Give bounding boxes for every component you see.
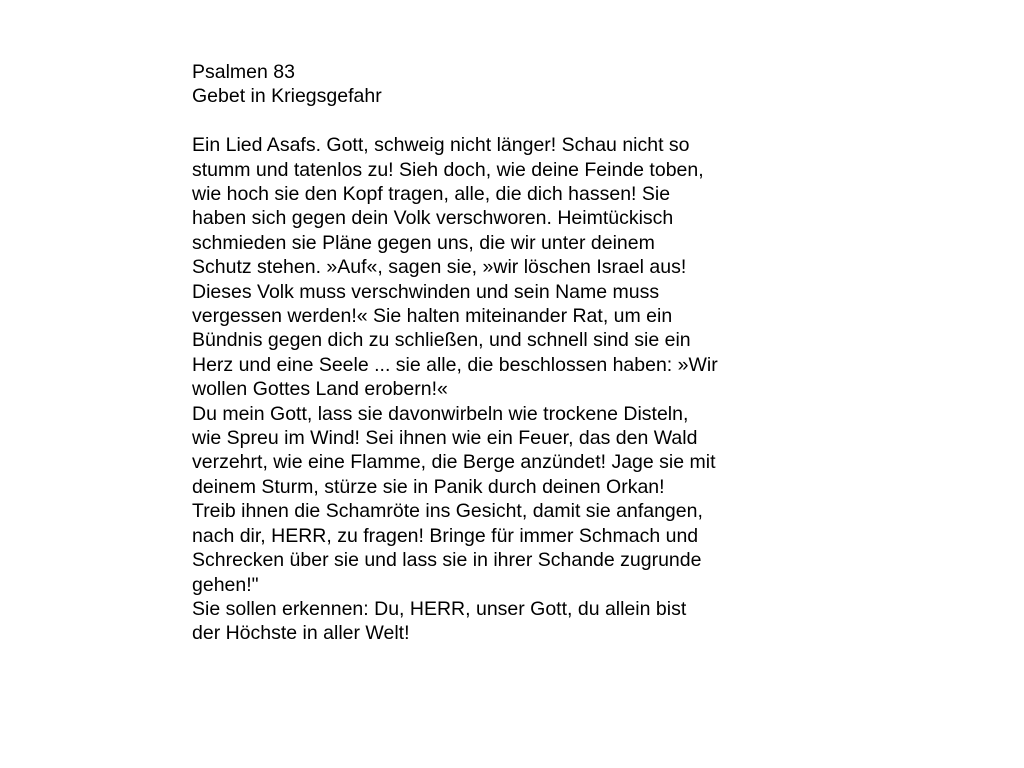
paragraph-2	[192, 402, 792, 500]
text-line: Bündnis gegen dich zu schließen, und schnell sind sie ein	[192, 329, 691, 352]
text-line: vergessen werden!« Sie halten miteinander Rat, um ein	[192, 305, 673, 328]
text-line: wie hoch sie den Kopf tragen, alle, die dich hassen! Sie	[192, 183, 671, 206]
paragraph-1	[192, 133, 792, 401]
text-line: verzehrt, wie eine Flamme, die Berge anzündet! Jage sie mit	[192, 451, 716, 474]
document-subtitle: Gebet in Kriegsgefahr	[192, 85, 382, 108]
text-line: Dieses Volk muss verschwinden und sein Name muss	[192, 280, 660, 303]
text-line: Treib ihnen die Schamröte ins Gesicht, damit sie anfangen,	[192, 500, 703, 523]
text-line: Du mein Gott, lass sie davonwirbeln wie trockene Disteln,	[192, 402, 689, 425]
document-text	[192, 60, 792, 646]
text-line: der Höchste in aller Welt!	[192, 622, 410, 645]
text-line: deinem Sturm, stürze sie in Panik durch deinen Orkan!	[192, 475, 665, 498]
text-line: gehen!"	[192, 573, 259, 596]
text-line: wollen Gottes Land erobern!«	[192, 378, 448, 401]
text-line: Ein Lied Asafs. Gott, schweig nicht länger! Schau nicht so	[192, 134, 690, 157]
text-line: stumm und tatenlos zu! Sieh doch, wie deine Feinde toben,	[192, 158, 704, 181]
text-line: schmieden sie Pläne gegen uns, die wir unter deinem	[192, 231, 655, 254]
text-line: Schutz stehen. »Auf«, sagen sie, »wir löschen Israel aus!	[192, 256, 687, 279]
text-line: wie Spreu im Wind! Sei ihnen wie ein Feuer, das den Wald	[192, 427, 698, 450]
paragraph-3	[192, 499, 792, 597]
paragraph-4	[192, 597, 792, 646]
text-line: Schrecken über sie und lass sie in ihrer Schande zugrunde	[192, 549, 702, 572]
text-line: haben sich gegen dein Volk verschworen. Heimtückisch	[192, 207, 674, 230]
text-line: Sie sollen erkennen: Du, HERR, unser Gott, du allein bist	[192, 597, 687, 620]
text-line: Herz und eine Seele ... sie alle, die beschlossen haben: »Wir	[192, 353, 718, 376]
text-line: nach dir, HERR, zu fragen! Bringe für immer Schmach und	[192, 524, 699, 547]
blank-line	[192, 109, 792, 133]
document-title: Psalmen 83	[192, 61, 295, 83]
